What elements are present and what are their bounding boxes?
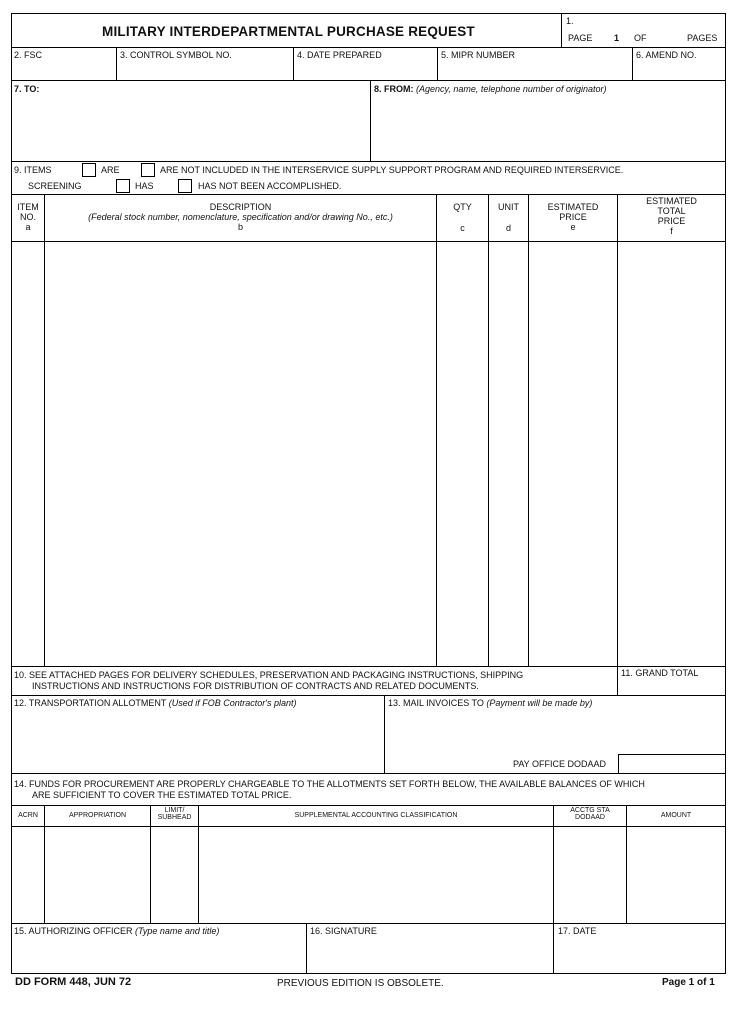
col-item-line1: ITEM	[17, 202, 39, 212]
amount-header	[627, 806, 725, 827]
col-est-price-line2: PRICE	[559, 212, 587, 222]
qty-column[interactable]	[437, 242, 489, 667]
col-description-hint: (Federal stock number, nomenclature, specification and/or drawing No., etc.)	[88, 212, 393, 222]
acrn-header	[12, 806, 45, 827]
col-item-line2: NO.	[19, 212, 36, 222]
amount-column[interactable]	[627, 827, 725, 924]
limit-subhead-column[interactable]	[151, 827, 199, 924]
acctg-sta-column[interactable]	[554, 827, 627, 924]
unit-column[interactable]	[489, 242, 529, 667]
to-field[interactable]	[12, 81, 371, 162]
pages-label: PAGES	[687, 33, 718, 43]
col-description-header	[45, 195, 437, 242]
date-field[interactable]	[554, 924, 725, 973]
acrn-column[interactable]	[12, 827, 45, 924]
supplemental-header	[199, 806, 554, 827]
acrn-label: ACRN	[18, 812, 38, 819]
col-est-total-line4: f	[670, 226, 673, 236]
page-indicator: Page 1 of 1	[662, 977, 715, 988]
from-field[interactable]	[371, 81, 725, 162]
col-est-price-line1: ESTIMATED	[547, 202, 599, 212]
pay-office-dodaad-field[interactable]	[618, 754, 725, 774]
subhead-label: SUBHEAD	[157, 814, 192, 821]
has-checkbox[interactable]	[116, 179, 130, 193]
transportation-hint: (Used if FOB Contractor's plant)	[168, 698, 297, 708]
form-frame	[11, 13, 726, 974]
item-no-column[interactable]	[12, 242, 45, 667]
grand-total-label: 11. GRAND TOTAL	[621, 668, 699, 678]
authorizing-officer-hint: (Type name and title)	[135, 926, 220, 936]
form-title-cell	[12, 14, 562, 48]
mail-invoices-hint: (Payment will be made by)	[486, 698, 593, 708]
fsc-field[interactable]	[12, 48, 117, 81]
are-not-checkbox[interactable]	[141, 163, 155, 177]
col-item-no-header	[12, 195, 45, 242]
attached-pages-line2: INSTRUCTIONS AND INSTRUCTIONS FOR DISTRIBUTION OF CONTRACTS AND RELATED DOCUMENTS.	[32, 681, 479, 691]
authorizing-officer-label: 15. AUTHORIZING OFFICER	[14, 926, 133, 936]
items-label: 9. ITEMS	[14, 165, 52, 175]
page-value: 1	[614, 33, 620, 43]
limit-subhead-header	[151, 806, 199, 827]
from-label-wrap	[374, 84, 606, 94]
limit-label: LIMIT/	[164, 807, 185, 814]
transportation-label-wrap	[14, 698, 297, 708]
mail-invoices-label: 13. MAIL INVOICES TO	[388, 698, 484, 708]
authorizing-officer-field[interactable]	[12, 924, 307, 973]
col-unit-header	[489, 195, 529, 242]
page-count-cell[interactable]	[562, 14, 725, 48]
screening-label: SCREENING	[28, 181, 82, 191]
amount-label: AMOUNT	[660, 812, 692, 819]
supplemental-column[interactable]	[199, 827, 554, 924]
est-total-column[interactable]	[618, 242, 725, 667]
from-hint: (Agency, name, telephone number of originator)	[416, 84, 607, 94]
attached-pages-line1: 10. SEE ATTACHED PAGES FOR DELIVERY SCHEDULES, PRESERVATION AND PACKAGING INSTRUCTIONS, SHIPPING	[14, 670, 524, 680]
est-price-column[interactable]	[529, 242, 618, 667]
appropriation-header	[45, 806, 151, 827]
control-symbol-field[interactable]	[117, 48, 294, 81]
col-unit-line3: d	[505, 223, 511, 233]
grand-total-field[interactable]	[618, 667, 725, 696]
authorizing-officer-label-wrap	[14, 926, 219, 936]
acctg-sta-header	[554, 806, 627, 827]
col-est-total-line2: TOTAL	[657, 206, 686, 216]
block1-number: 1.	[566, 16, 574, 26]
control-symbol-label: 3. CONTROL SYMBOL NO.	[120, 50, 232, 60]
screening-row	[12, 162, 725, 195]
page-label: PAGE	[568, 33, 593, 43]
transportation-label: 12. TRANSPORTATION ALLOTMENT	[14, 698, 167, 708]
are-label: ARE	[101, 165, 120, 175]
date-prepared-label: 4. DATE PREPARED	[297, 50, 382, 60]
mipr-number-label: 5. MIPR NUMBER	[441, 50, 516, 60]
form-number: DD FORM 448, JUN 72	[15, 976, 132, 988]
col-description-line3: b	[237, 222, 243, 232]
attached-pages-note	[12, 667, 618, 696]
funds-line2: ARE SUFFICIENT TO COVER THE ESTIMATED TOTAL PRICE.	[32, 790, 292, 800]
funds-line1: 14. FUNDS FOR PROCUREMENT ARE PROPERLY CHARGEABLE TO THE ALLOTMENTS SET FORTH BELOW, THE AVAILABLE BALANCES OF WHICH	[14, 779, 645, 789]
has-not-checkbox[interactable]	[178, 179, 192, 193]
col-est-total-line3: PRICE	[657, 216, 686, 226]
signature-field[interactable]	[307, 924, 554, 973]
col-est-total-header	[618, 195, 725, 242]
signature-label: 16. SIGNATURE	[310, 926, 377, 936]
has-label: HAS	[135, 181, 154, 191]
has-not-label: HAS NOT BEEN ACCOMPLISHED.	[198, 181, 342, 191]
are-not-label: ARE NOT INCLUDED IN THE INTERSERVICE SUPPLY SUPPORT PROGRAM AND REQUIRED INTERSERVICE.	[160, 165, 624, 175]
col-qty-header	[437, 195, 489, 242]
col-item-line3: a	[25, 222, 31, 232]
transportation-allotment-field[interactable]	[12, 696, 385, 774]
amend-no-label: 6. AMEND NO.	[636, 50, 697, 60]
col-est-total-line1: ESTIMATED	[646, 196, 697, 206]
dodaad-label: DODAAD	[575, 814, 605, 821]
appropriation-label: APPROPRIATION	[68, 812, 127, 819]
previous-edition-note: PREVIOUS EDITION IS OBSOLETE.	[277, 978, 444, 989]
are-checkbox[interactable]	[82, 163, 96, 177]
date-label: 17. DATE	[558, 926, 597, 936]
mipr-number-field[interactable]	[438, 48, 633, 81]
to-label: 7. TO:	[14, 84, 40, 94]
col-qty-line1: QTY	[453, 202, 472, 212]
col-unit-line1: UNIT	[498, 202, 519, 212]
date-prepared-field[interactable]	[294, 48, 438, 81]
col-description-line1: DESCRIPTION	[209, 202, 272, 212]
mail-invoices-label-wrap	[388, 698, 592, 708]
col-est-price-line3: e	[570, 222, 576, 232]
col-qty-line3: c	[460, 223, 465, 233]
col-est-price-header	[529, 195, 618, 242]
form-title: MILITARY INTERDEPARTMENTAL PURCHASE REQUEST	[102, 24, 475, 39]
fsc-label: 2. FSC	[14, 50, 43, 60]
supplemental-label: SUPPLEMENTAL ACCOUNTING CLASSIFICATION	[294, 812, 458, 819]
description-column[interactable]	[45, 242, 437, 667]
funds-statement	[12, 774, 725, 806]
appropriation-column[interactable]	[45, 827, 151, 924]
amend-no-field[interactable]	[633, 48, 725, 81]
pay-office-label: PAY OFFICE DODAAD	[513, 759, 607, 769]
from-label: 8. FROM:	[374, 84, 414, 94]
mail-invoices-field[interactable]	[385, 696, 725, 774]
acctg-sta-label: ACCTG STA	[570, 807, 610, 814]
of-label: OF	[634, 33, 647, 43]
